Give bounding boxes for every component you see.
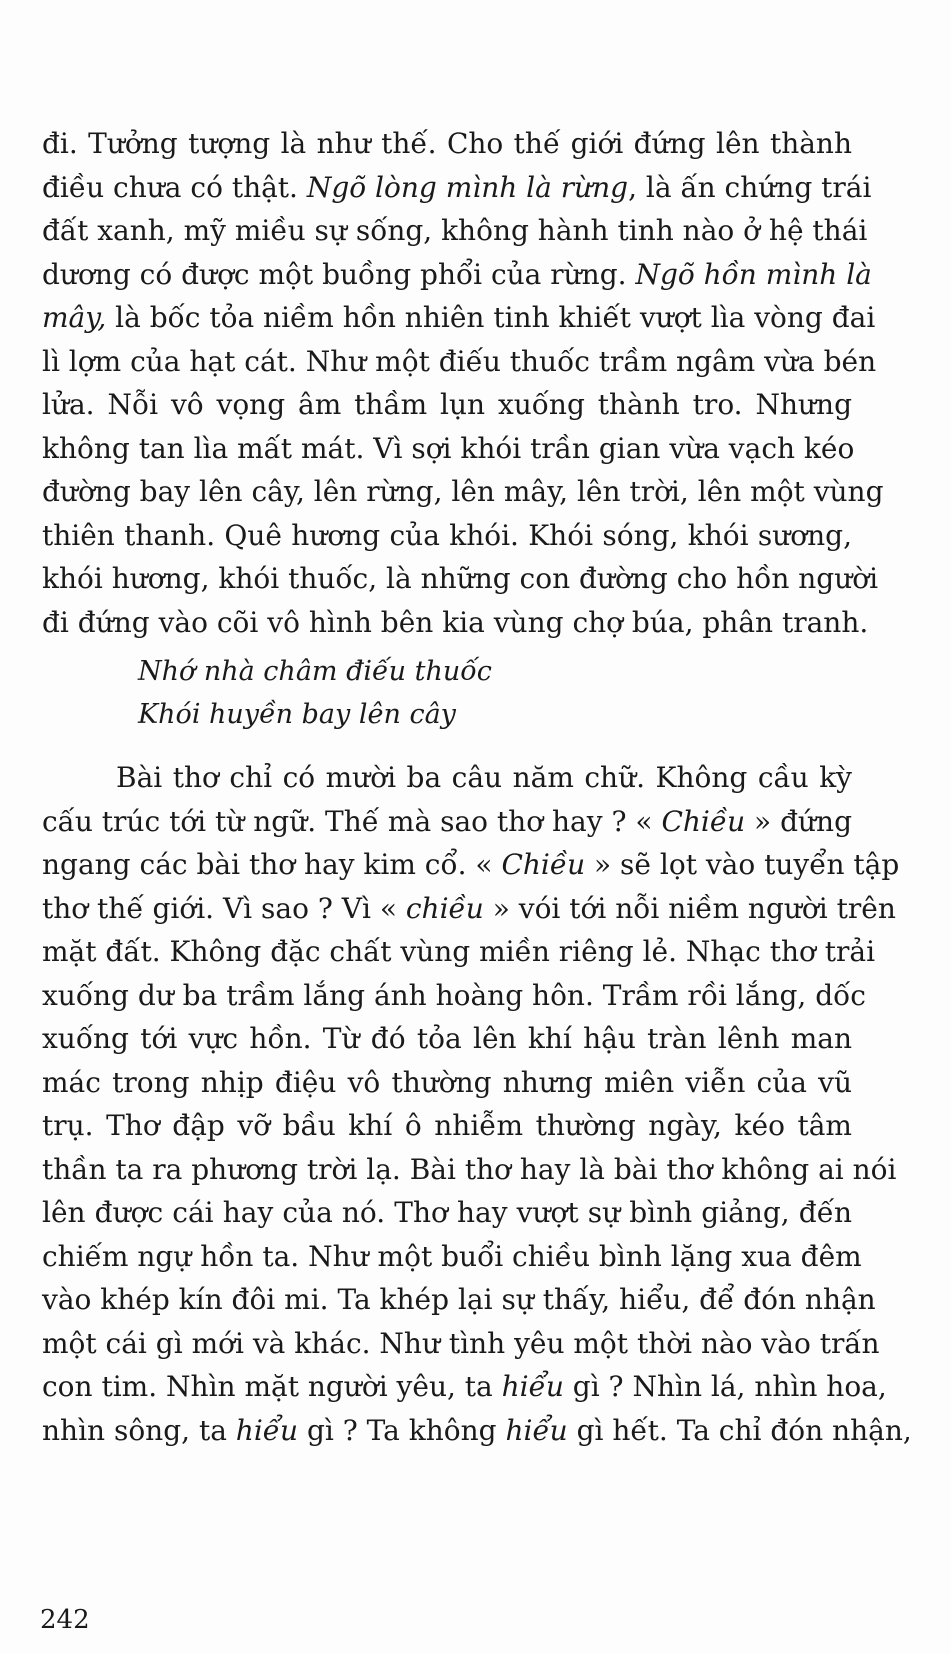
text-line bbox=[42, 427, 855, 471]
verse-line: Khói huyền bay lên cây bbox=[138, 699, 456, 730]
text-line bbox=[42, 930, 876, 974]
text-segment: thần ta ra phương trời lạ. Bài thơ hay là bài thơ không ai nói bbox=[42, 1152, 897, 1186]
text-line bbox=[42, 383, 852, 427]
text-line bbox=[42, 1235, 862, 1279]
text-segment: nhìn sông, ta bbox=[42, 1413, 236, 1447]
text-segment: mác trong nhịp điệu vô thường nhưng miên viễn của vũ bbox=[42, 1065, 852, 1099]
paragraph-1 bbox=[42, 122, 884, 644]
italic-segment: mây, bbox=[42, 301, 107, 334]
page-number: 242 bbox=[40, 1605, 90, 1635]
italic-segment: Chiều bbox=[501, 848, 586, 881]
text-line bbox=[42, 1365, 887, 1409]
text-segment: đi. Tưởng tượng là như thế. Cho thế giới đứng lên thành bbox=[42, 127, 852, 160]
text-segment: là bốc tỏa niềm hồn nhiên tinh khiết vượt lìa vòng đai bbox=[106, 301, 876, 334]
text-line bbox=[42, 1409, 912, 1453]
text-segment: chiếm ngự hồn ta. Như một buổi chiều bình lặng xua đêm bbox=[42, 1239, 862, 1273]
text-segment: gì ? Ta không bbox=[298, 1413, 506, 1447]
text-segment: gì ? Nhìn lá, nhìn hoa, bbox=[563, 1370, 887, 1403]
text-line bbox=[42, 756, 852, 800]
text-line bbox=[42, 1104, 852, 1148]
text-line bbox=[42, 514, 852, 558]
text-segment: » sẽ lọt vào tuyển tập bbox=[585, 848, 900, 881]
italic-segment: chiều bbox=[405, 891, 484, 925]
text-segment: Bài thơ chỉ có mười ba câu năm chữ. Không cầu kỳ bbox=[116, 761, 852, 794]
text-segment: mặt đất. Không đặc chất vùng miền riêng lẻ. Nhạc thơ trải bbox=[42, 935, 876, 968]
text-segment: ngang các bài thơ hay kim cổ. « bbox=[42, 848, 502, 881]
text-segment: lên được cái hay của nó. Thơ hay vượt sự bình giảng, đến bbox=[42, 1196, 852, 1229]
text-line bbox=[42, 166, 872, 210]
text-segment: vào khép kín đôi mi. Ta khép lại sự thấy, hiểu, để đón nhận bbox=[42, 1283, 876, 1316]
text-segment: lửa. Nỗi vô vọng âm thầm lụn xuống thành tro. Nhưng bbox=[42, 388, 852, 421]
text-segment: xuống dư ba trầm lắng ánh hoàng hôn. Trầm rồi lắng, dốc bbox=[42, 978, 866, 1012]
italic-segment: hiểu bbox=[505, 1413, 568, 1447]
text-line bbox=[42, 1017, 852, 1061]
text-segment: dương có được một buồng phổi của rừng. bbox=[42, 257, 636, 291]
text-line bbox=[42, 1148, 897, 1192]
paragraph-2 bbox=[42, 756, 912, 1452]
text-segment: » vói tới nỗi niềm người trên bbox=[483, 891, 896, 925]
text-line bbox=[42, 601, 869, 645]
text-segment: con tim. Nhìn mặt người yêu, ta bbox=[42, 1370, 502, 1403]
text-line bbox=[42, 1322, 880, 1366]
text-segment: đường bay lên cây, lên rừng, lên mây, lên trời, lên một vùng bbox=[42, 475, 884, 508]
text-line bbox=[42, 887, 896, 931]
text-block bbox=[42, 122, 912, 1452]
text-line bbox=[42, 122, 852, 166]
text-segment: lì lợm của hạt cát. Như một điếu thuốc trầm ngâm vừa bén bbox=[42, 344, 877, 378]
text-line bbox=[42, 209, 868, 253]
text-segment: đi đứng vào cõi vô hình bên kia vùng chợ búa, phân tranh. bbox=[42, 605, 869, 639]
text-line bbox=[42, 1278, 876, 1322]
text-line bbox=[42, 800, 852, 844]
italic-segment: Ngõ hồn mình là bbox=[635, 257, 872, 291]
text-segment: không tan lìa mất mát. Vì sợi khói trần gian vừa vạch kéo bbox=[42, 431, 855, 465]
italic-segment: Ngõ lòng mình là rừng bbox=[306, 170, 629, 204]
text-segment: thơ thế giới. Vì sao ? Vì « bbox=[42, 891, 406, 925]
text-segment: » đứng bbox=[745, 804, 852, 838]
italic-segment: Chiều bbox=[661, 804, 746, 838]
verse-quote bbox=[42, 650, 852, 736]
text-segment: thiên thanh. Quê hương của khói. Khói sóng, khói sương, bbox=[42, 518, 852, 552]
text-line bbox=[42, 470, 884, 514]
text-line bbox=[42, 843, 900, 887]
text-line bbox=[42, 340, 877, 384]
italic-segment: hiểu bbox=[501, 1370, 564, 1403]
text-segment: gì hết. Ta chỉ đón nhận, bbox=[567, 1413, 912, 1447]
text-line bbox=[42, 974, 866, 1018]
text-segment: một cái gì mới và khác. Như tình yêu một thời nào vào trấn bbox=[42, 1326, 880, 1360]
text-line bbox=[42, 296, 876, 340]
text-segment: xuống tới vực hồn. Từ đó tỏa lên khí hậu tràn lênh man bbox=[42, 1022, 852, 1055]
text-segment: trụ. Thơ đập vỡ bầu khí ô nhiễm thường ngày, kéo tâm bbox=[42, 1109, 852, 1142]
text-line bbox=[42, 1061, 852, 1105]
text-segment: , là ấn chứng trái bbox=[628, 170, 872, 204]
text-segment: cấu trúc tới từ ngữ. Thế mà sao thơ hay ? « bbox=[42, 804, 662, 838]
text-segment: điều chưa có thật. bbox=[42, 170, 307, 204]
italic-segment: hiểu bbox=[235, 1413, 299, 1447]
verse-line: Nhớ nhà châm điếu thuốc bbox=[138, 656, 492, 687]
text-segment: đất xanh, mỹ miều sự sống, không hành tinh nào ở hệ thái bbox=[42, 214, 868, 247]
text-line bbox=[42, 557, 879, 601]
text-line bbox=[42, 253, 872, 297]
text-segment: khói hương, khói thuốc, là những con đường cho hồn người bbox=[42, 562, 879, 595]
text-line bbox=[42, 1191, 852, 1235]
